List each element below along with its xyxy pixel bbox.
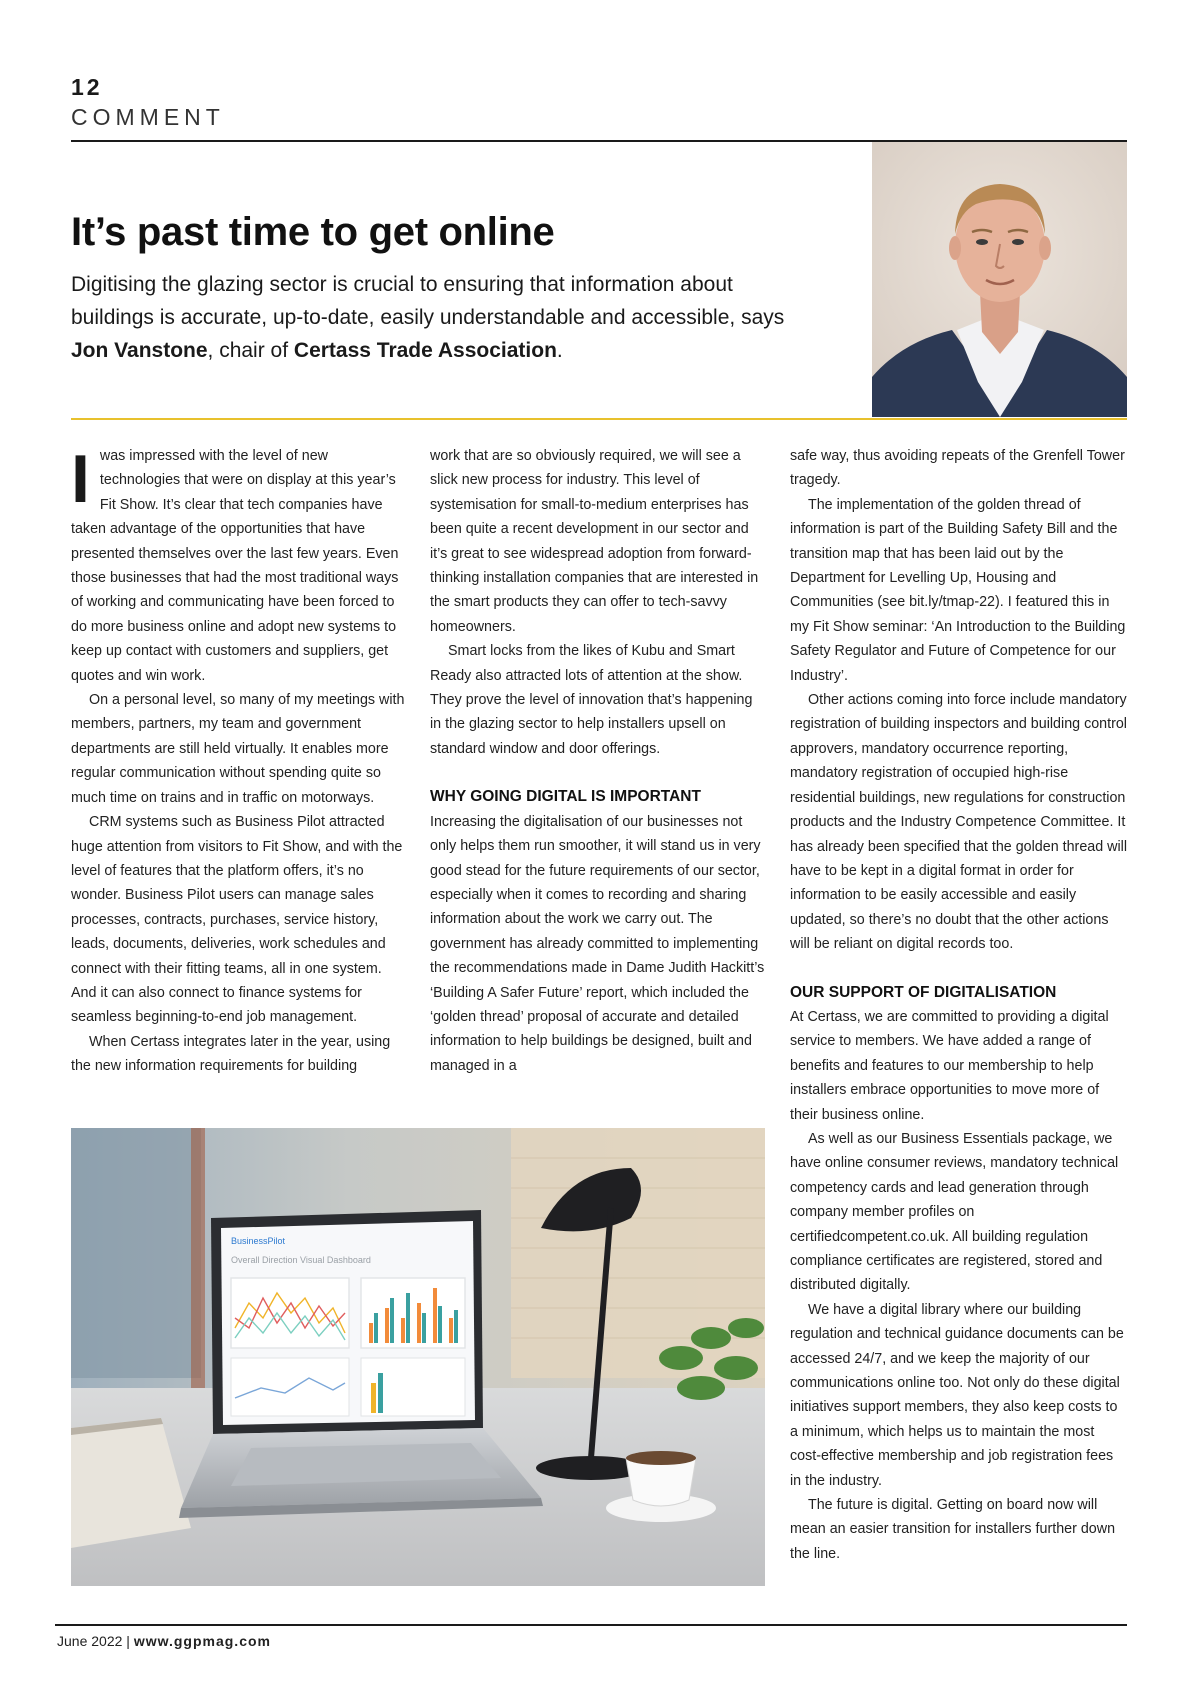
paragraph: CRM systems such as Business Pilot attracted huge attention from visitors to Fit Show, and with the level of features that the platform offers, it’s no wonder. Business Pilot users can manage sales processes, contracts, purchases, service history, leads, documents, deliveries, work schedules and connect with their fitting teams, all in one system. And it can also connect to finance systems for seamless beginning-to-end job management. bbox=[71, 814, 403, 1026]
headline: It’s past time to get online bbox=[71, 210, 555, 254]
bottom-divider bbox=[55, 1624, 1127, 1626]
paragraph: As well as our Business Essentials package, we have online consumer reviews, mandatory technical competency cards and lead generation through company member profiles on certifiedcompetent.co.uk. All building regulation compliance certificates are registered, stored and distributed digitally. bbox=[790, 1130, 1119, 1294]
page-number: 12 bbox=[71, 74, 103, 100]
subheading-digital: WHY GOING DIGITAL IS IMPORTANT bbox=[430, 788, 701, 806]
subheading-support: OUR SUPPORT OF DIGITALISATION bbox=[790, 983, 1057, 1001]
paragraph: Smart locks from the likes of Kubu and Smart Ready also attracted lots of attention at the show. They prove the level of innovation that’s happening in the glazing sector to help installers upsell on standard window and door offerings. bbox=[430, 643, 753, 757]
paragraph: We have a digital library where our building regulation and technical guidance documents can be accessed 24/7, and we keep the majority of our communications online too. Not only do these digital initiatives support members, they also keep costs to a minimum, which helps us to maintain the most cost-effective membership and job registration fees in the industry. bbox=[790, 1301, 1124, 1489]
author-name: Jon Vanstone bbox=[71, 339, 208, 362]
footer: June 2022 | www.ggpmag.com bbox=[57, 1633, 271, 1649]
screen-brand: BusinessPilot bbox=[231, 1236, 286, 1246]
section-label: COMMENT bbox=[71, 104, 225, 130]
laptop-photo bbox=[71, 1128, 765, 1586]
screen-title: Overall Direction Visual Dashboard bbox=[231, 1255, 371, 1265]
paragraph: work that are so obviously required, we will see a slick new process for industry. This level of systemisation for small-to-medium enterprises has been quite a recent development in our sector and it’s great to see widespread adoption from forward-thinking installation companies that are interested in the smart products they can offer to tech-savvy homeowners. bbox=[430, 448, 759, 635]
paragraph: The implementation of the golden thread of information is part of the Building Safety Bill and the transition map that has been laid out by the Department for Levelling Up, Housing and Communities (see bit.ly/tmap-22). I featured this in my Fit Show seminar: ‘An Introduction to the Building Safety Regulator and Future of Competence for our Industry’. bbox=[790, 496, 1126, 684]
standfirst: Digitising the glazing sector is crucial to ensuring that information about buildings is accurate, up-to-date, easily understandable and accessible, says Jon Vanstone, chair of Certass Trade Association. bbox=[71, 273, 785, 362]
column-3 bbox=[790, 444, 1127, 1566]
paragraph: Other actions coming into force include mandatory registration of building inspectors and building control approvers, mandatory occurrence reporting, mandatory registration of occupied high-rise residential buildings, new regulations for construction products and the Industry Competence Committee. It has already been specified that the golden thread will have to be kept in a digital format in order for information to be easily accessible and easily updated, so there’s no doubt that the other actions will be reliant on digital records too. bbox=[790, 692, 1127, 953]
paragraph: safe way, thus avoiding repeats of the Grenfell Tower tragedy. bbox=[790, 448, 1125, 489]
paragraph: At Certass, we are committed to providing a digital service to members. We have added a range of benefits and features to our membership to help installers embrace opportunities to move more of their business online. bbox=[790, 1008, 1109, 1123]
column-2 bbox=[430, 444, 767, 1078]
paragraph: When Certass integrates later in the year, using the new information requirements for building bbox=[71, 1033, 391, 1075]
paragraph: The future is digital. Getting on board now will mean an easier transition for installers further down the line. bbox=[790, 1497, 1116, 1562]
organisation-name: Certass Trade Association bbox=[293, 339, 557, 362]
paragraph: Increasing the digitalisation of our businesses not only helps them run smoother, it will stand us in very good stead for the future requirements of our sector, especially when it comes to recording and sharing information about the work we carry out. The government has already committed to implementing the recommendations made in Dame Judith Hackitt’s ‘Building A Safer Future’ report, which included the ‘golden thread’ proposal of accurate and detailed information to help buildings be designed, built and managed in a bbox=[430, 813, 765, 1074]
gold-divider bbox=[71, 418, 1127, 420]
author-portrait bbox=[872, 142, 1127, 417]
website-link: www.ggpmag.com bbox=[133, 1633, 271, 1649]
column-1 bbox=[71, 441, 407, 1079]
paragraph: On a personal level, so many of my meetings with members, partners, my team and government departments are still held virtually. It enables more regular communication without spending quite so much time on trains and in traffic on motorways. bbox=[71, 692, 405, 806]
dropcap: I bbox=[71, 441, 90, 517]
paragraph: Iwas impressed with the level of new technologies that were on display at this year’s Fit Show. It’s clear that tech companies have taken advantage of the opportunities that have presented themselves over the last few years. Even those businesses that had the most traditional ways of working and communicating have been forced to do more business online and adopt new systems to keep up contact with customers and suppliers, get quotes and win work. bbox=[71, 441, 399, 684]
issue-date: June 2022 bbox=[57, 1633, 123, 1649]
